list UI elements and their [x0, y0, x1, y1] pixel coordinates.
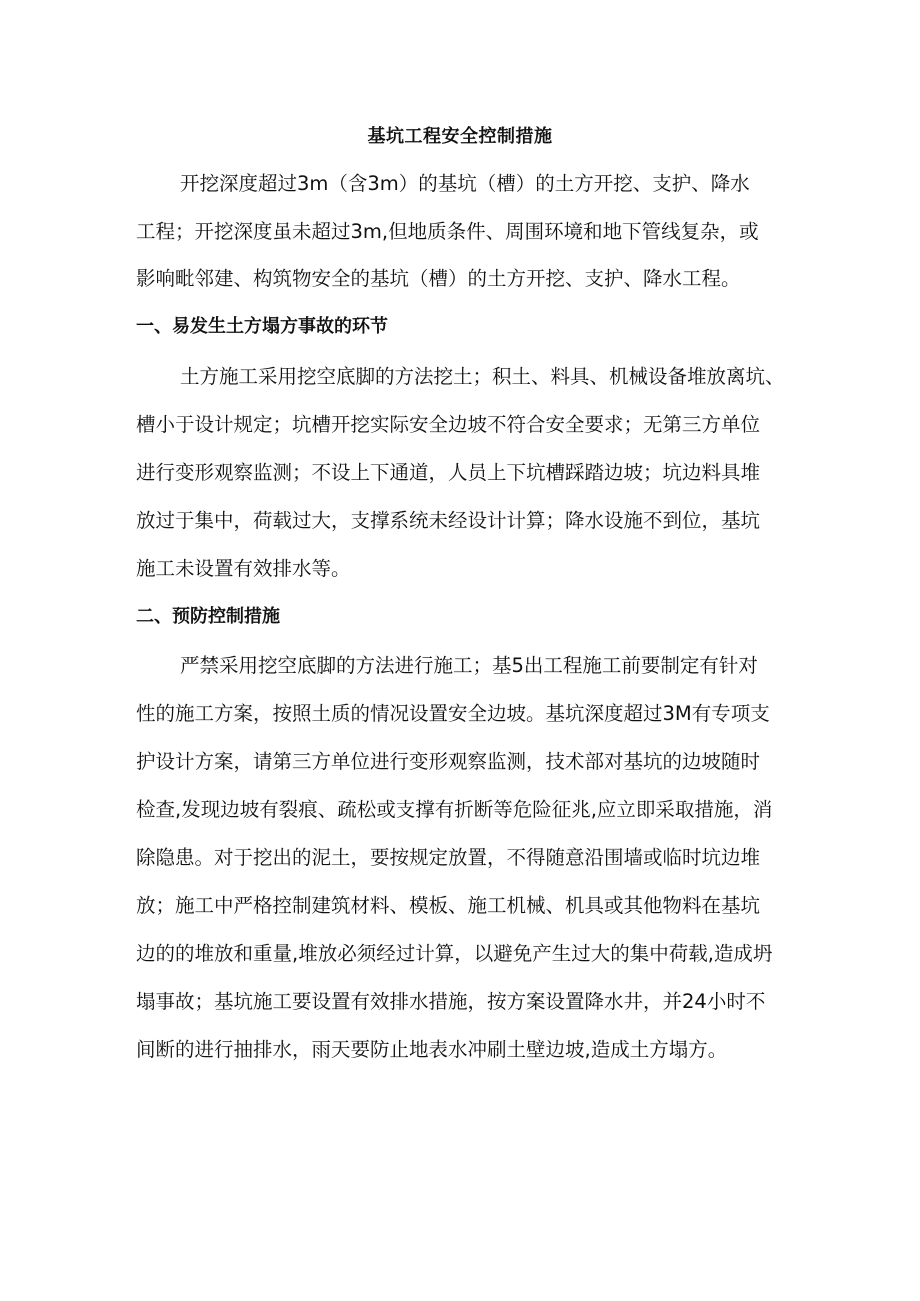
- section1-line-5: 施工未设置有效排水等。: [136, 557, 351, 580]
- section2-line-2: 性的施工方案，按照土质的情况设置安全边坡。基坑深度超过3M有专项支: [136, 702, 770, 725]
- section1-line-3: 进行变形观察监测；不设上下通道，人员上下坑槽踩踏边坡；坑边料具堆: [136, 461, 761, 484]
- section2-line-4: 检查,发现边坡有裂痕、疏松或支撑有折断等危险征兆,应立即采取措施，消: [136, 798, 773, 821]
- section2-line-7: 边的的堆放和重量,堆放必须经过计算，以避免产生过大的集中荷载,造成坍: [136, 942, 773, 965]
- section2-line-5: 除隐患。对于挖出的泥土，要按规定放置，不得随意沿围墙或临时坑边堆: [136, 846, 761, 869]
- intro-line-2: 工程；开挖深度虽未超过3m,但地质条件、周围环境和地下管线复杂，或: [136, 220, 759, 243]
- section2-line-9: 间断的进行抽排水，雨天要防止地表水冲刷土壁边坡,造成土方塌方。: [136, 1038, 728, 1061]
- document-title: 基坑工程安全控制措施: [367, 126, 553, 147]
- intro-line-1: 开挖深度超过3m（含3m）的基坑（槽）的土方开挖、支护、降水: [180, 172, 750, 195]
- section2-line-8: 塌事故；基坑施工要设置有效排水措施，按方案设置降水井，并24小时不: [136, 990, 766, 1013]
- section2-heading: 二、预防控制措施: [136, 606, 280, 627]
- section2-line-3: 护设计方案，请第三方单位进行变形观察监测，技术部对基坑的边坡随时: [136, 750, 761, 773]
- section1-line-1: 土方施工采用挖空底脚的方法挖土；积土、料具、机械设备堆放离坑、: [180, 365, 785, 388]
- section2-line-6: 放；施工中严格控制建筑材料、模板、施工机械、机具或其他物料在基坑: [136, 894, 761, 917]
- section1-line-2: 槽小于设计规定；坑槽开挖实际安全边坡不符合安全要求；无第三方单位: [136, 413, 761, 436]
- section2-line-1: 严禁采用挖空底脚的方法进行施工；基5出工程施工前要制定有针对: [180, 654, 758, 677]
- section1-heading: 一、易发生土方塌方事故的环节: [136, 316, 388, 337]
- section1-line-4: 放过于集中，荷载过大，支撑系统未经设计计算；降水设施不到位，基坑: [136, 509, 761, 532]
- intro-line-3: 影响毗邻建、构筑物安全的基坑（槽）的土方开挖、支护、降水工程。: [136, 267, 741, 290]
